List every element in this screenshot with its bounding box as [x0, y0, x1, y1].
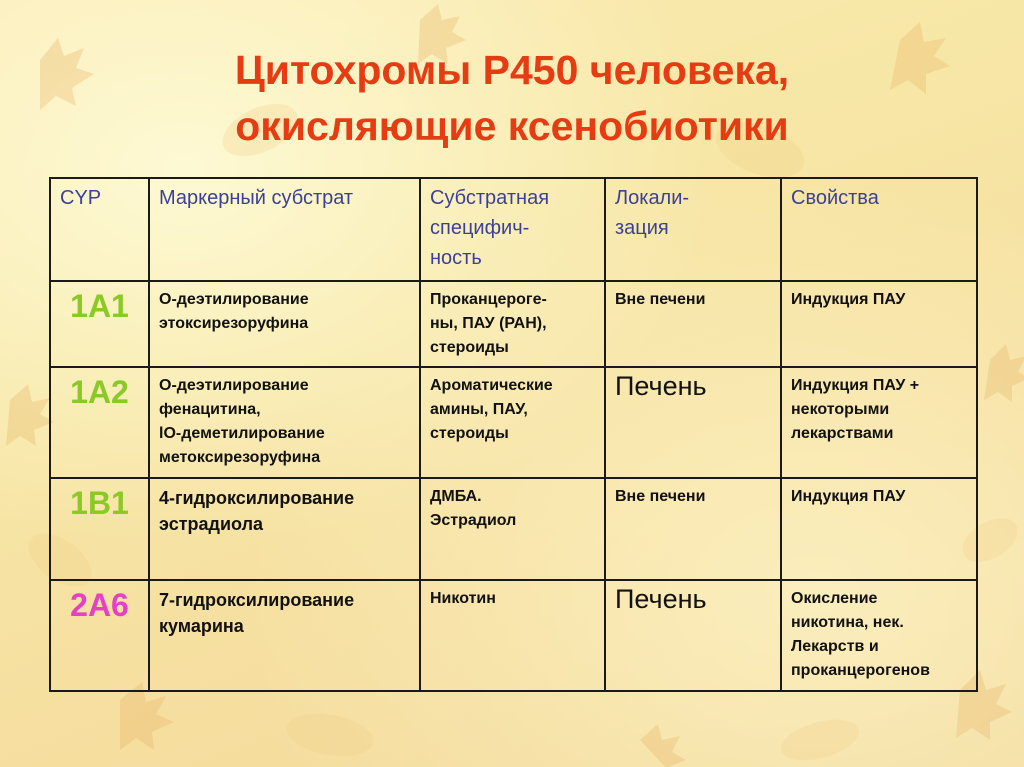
specificity-cell [420, 580, 605, 691]
marker-line: метоксирезоруфина [159, 449, 321, 466]
header-specificity-line: ность [430, 247, 482, 269]
localization-cell: Печень [605, 580, 781, 691]
properties-line: Индукция ПАУ [791, 488, 906, 505]
localization-cell: Вне печени [605, 478, 781, 580]
table-row [50, 281, 977, 367]
marker-substrate-cell [149, 281, 420, 367]
marker-line: О-деэтилирование [159, 377, 309, 394]
specificity-line: стероиды [430, 425, 509, 442]
specificity-line: амины, ПАУ, [430, 401, 528, 418]
properties-cell [781, 367, 977, 478]
specificity-cell [420, 281, 605, 367]
properties-cell [781, 580, 977, 691]
cytochrome-table [49, 177, 978, 692]
properties-line: некоторыми [791, 401, 890, 418]
properties-line: Индукция ПАУ + [791, 377, 920, 394]
properties-line: проканцерогенов [791, 662, 930, 679]
cyp-code: 1A1 [50, 281, 149, 367]
properties-line: никотина, нек. [791, 614, 904, 631]
marker-line: эстрадиола [159, 514, 264, 534]
cyp-code: 2A6 [50, 580, 149, 691]
specificity-line: стероиды [430, 339, 509, 356]
header-properties: Свойства [781, 178, 977, 281]
title-line-1: Цитохромы Р450 человека, [234, 47, 790, 93]
header-cyp: CYP [50, 178, 149, 281]
specificity-line: ны, ПАУ (РАН), [430, 315, 547, 332]
properties-line: лекарствами [791, 425, 894, 442]
table-row [50, 478, 977, 580]
specificity-line: Никотин [430, 590, 496, 607]
table-row [50, 367, 977, 478]
cyp-code: 1A2 [50, 367, 149, 478]
marker-substrate-cell [149, 367, 420, 478]
header-localization [605, 178, 781, 281]
slide-title [0, 42, 1024, 154]
localization-cell: Вне печени [605, 281, 781, 367]
specificity-line: Эстрадиол [430, 512, 517, 529]
marker-line: кумарина [159, 616, 244, 636]
specificity-cell [420, 478, 605, 580]
marker-line: 7-гидроксилирование [159, 590, 355, 610]
specificity-line: Ароматические [430, 377, 553, 394]
marker-line: фенацитина, [159, 401, 261, 418]
marker-line: О-деэтилирование [159, 291, 309, 308]
header-specificity-line: Субстратная [430, 187, 550, 209]
header-marker-substrate: Маркерный субстрат [149, 178, 420, 281]
properties-cell [781, 281, 977, 367]
table-header-row [50, 178, 977, 281]
header-localization-line: Локали- [615, 187, 690, 209]
properties-line: Индукция ПАУ [791, 291, 906, 308]
marker-substrate-cell [149, 580, 420, 691]
marker-line: этоксирезоруфина [159, 315, 309, 332]
marker-substrate-cell [149, 478, 420, 580]
header-substrate-specificity [420, 178, 605, 281]
header-specificity-line: специфич- [430, 217, 530, 239]
header-localization-line: зация [615, 217, 669, 239]
specificity-line: ДМБА. [430, 488, 482, 505]
specificity-cell [420, 367, 605, 478]
properties-line: Лекарств и [791, 638, 879, 655]
specificity-line: Проканцероге- [430, 291, 547, 308]
marker-line: 4-гидроксилирование [159, 488, 355, 508]
localization-cell: Печень [605, 367, 781, 478]
cyp-code: 1B1 [50, 478, 149, 580]
marker-line: lО-деметилирование [159, 425, 325, 442]
properties-line: Окисление [791, 590, 878, 607]
title-line-2: окисляющие ксенобиотики [235, 103, 789, 149]
properties-cell [781, 478, 977, 580]
table-row [50, 580, 977, 691]
